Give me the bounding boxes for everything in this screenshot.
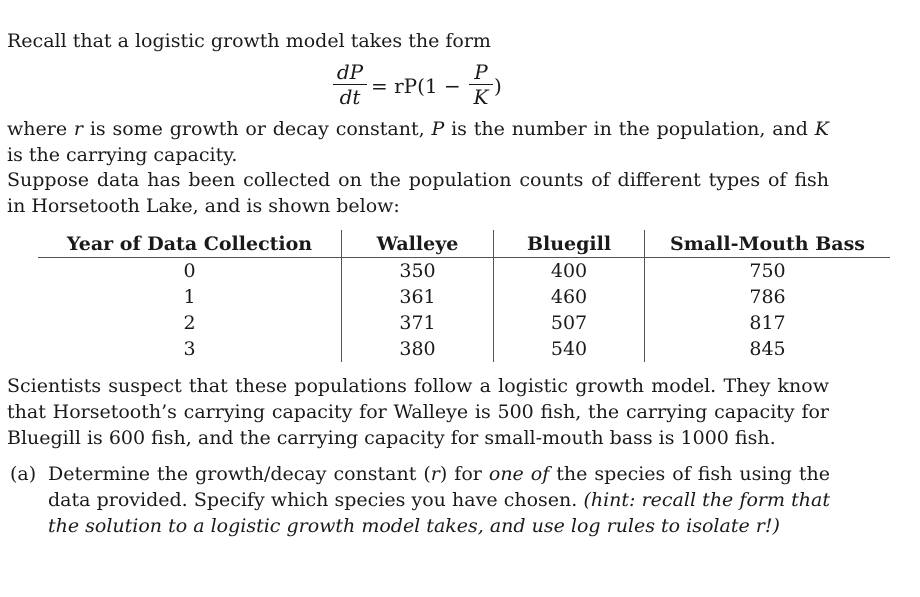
var-p: P xyxy=(431,118,445,140)
header-walleye: Walleye xyxy=(342,230,494,258)
table-row xyxy=(38,336,890,362)
question-part-a xyxy=(10,461,830,539)
cell-bluegill: 507 xyxy=(494,310,645,336)
hint-text: (hint: recall the form that the solution to a logistic growth model takes, and use log rules to isolate r!) xyxy=(48,489,830,537)
part-a-label: (a) xyxy=(10,463,37,485)
where-paragraph: where r is some growth or decay constant, P is the number in the population, and K is the carrying capacity. xyxy=(7,118,829,166)
cell-year: 2 xyxy=(38,310,342,336)
header-smallmouth-bass: Small-Mouth Bass xyxy=(645,230,891,258)
equation-middle: = rP(1 − xyxy=(371,74,461,98)
derivative-fraction xyxy=(333,60,367,109)
ratio-fraction xyxy=(469,60,493,109)
cell-bass: 786 xyxy=(749,286,786,308)
cell-walleye: 350 xyxy=(342,258,494,285)
suppose-paragraph: Suppose data has been collected on the population counts of different types of fish in Horsetooth Lake, and is shown below: xyxy=(7,169,829,217)
derivative-numerator: dP xyxy=(336,60,364,84)
cell-bass: 845 xyxy=(749,338,786,360)
header-bluegill: Bluegill xyxy=(494,230,645,258)
intro-text: Recall that a logistic growth model takes the form xyxy=(7,30,491,52)
part-a-text: Determine the growth/decay constant (r) for one of the species of fish using the data provided. Specify which species you have chosen. (hint: recall the form that the solution to a logistic growth model takes, and use log rules to isolate r!) xyxy=(48,463,831,537)
table-row xyxy=(38,284,890,310)
ratio-numerator: P xyxy=(474,60,488,84)
emphasis-one-of: one of xyxy=(488,463,550,485)
var-r: r xyxy=(73,118,83,140)
cell-bass: 750 xyxy=(749,260,786,282)
cell-bass: 817 xyxy=(749,312,786,334)
cell-bluegill: 460 xyxy=(494,284,645,310)
derivative-denominator: dt xyxy=(339,85,361,109)
table-header-row xyxy=(38,230,890,258)
cell-walleye: 380 xyxy=(342,336,494,362)
cell-bluegill: 400 xyxy=(494,258,645,285)
ratio-denominator: K xyxy=(473,85,489,109)
cell-year: 0 xyxy=(38,258,342,285)
header-year: Year of Data Collection xyxy=(38,230,342,258)
cell-year: 3 xyxy=(38,336,342,362)
table-row xyxy=(38,310,890,336)
cell-walleye: 371 xyxy=(342,310,494,336)
var-k: K xyxy=(814,118,829,140)
scientists-paragraph: Scientists suspect that these populations follow a logistic growth model. They know that Horsetooth’s carrying capacity for Walleye is 500 fish, the carrying capacity for Bluegill is 600 fish, and the carrying capacity for small-mouth bass is 1000 fish. xyxy=(7,375,829,449)
table-row xyxy=(38,258,890,285)
cell-year: 1 xyxy=(38,284,342,310)
equation-close-paren: ) xyxy=(494,74,502,98)
var-r: r xyxy=(430,463,440,485)
cell-bluegill: 540 xyxy=(494,336,645,362)
fish-population-table xyxy=(38,230,890,362)
cell-walleye: 361 xyxy=(342,284,494,310)
